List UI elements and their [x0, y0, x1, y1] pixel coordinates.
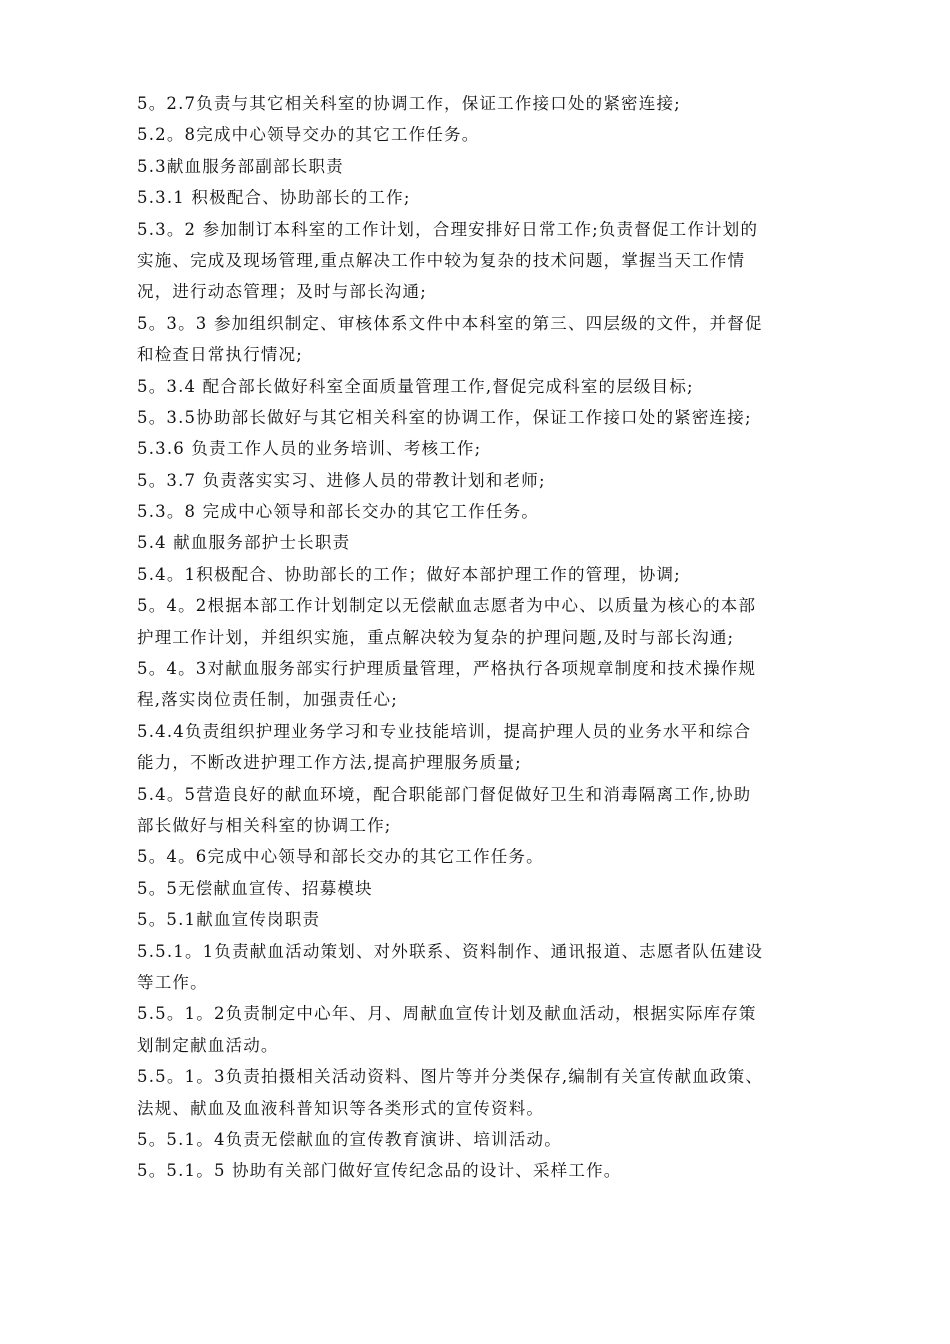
text-line: 5.4.4负责组织护理业务学习和专业技能培训，提高护理人员的业务水平和综合	[137, 721, 752, 741]
text-line: 5。2.7负责与其它相关科室的协调工作，保证工作接口处的紧密连接;	[137, 94, 681, 113]
text-line: 5.3.1 积极配合、协助部长的工作;	[137, 188, 411, 208]
text-line: 程,落实岗位责任制，加强责任心;	[137, 690, 399, 710]
text-line: 5。4。6完成中心领导和部长交办的其它工作任务。	[137, 847, 544, 867]
section-heading: 5.4 献血服务部护士长职责	[137, 533, 351, 553]
text-line: 5。4。2根据本部工作计划制定以无偿献血志愿者为中心、以质量为核心的本部	[137, 596, 757, 616]
text-line: 等工作。	[137, 972, 208, 992]
text-line: 5。3.5协助部长做好与其它相关科室的协调工作，保证工作接口处的紧密连接;	[137, 407, 752, 427]
text-line: 5.2。8完成中心领导交办的其它工作任务。	[137, 125, 480, 145]
text-line: 护理工作计划，并组织实施，重点解决较为复杂的护理问题,及时与部长沟通;	[137, 627, 735, 647]
text-line: 实施、完成及现场管理,重点解决工作中较为复杂的技术问题，掌握当天工作情	[137, 250, 746, 270]
text-line: 5。3.4 配合部长做好科室全面质量管理工作,督促完成科室的层级目标;	[137, 376, 694, 396]
text-line: 部长做好与相关科室的协调工作;	[137, 815, 392, 835]
text-line: 划制定献血活动。	[137, 1035, 279, 1055]
text-line: 5.5。1。3负责拍摄相关活动资料、图片等并分类保存,编制有关宣传献血政策、	[137, 1067, 764, 1087]
text-line: 5.3.6 负责工作人员的业务培训、考核工作;	[137, 439, 482, 459]
text-line: 况，进行动态管理；及时与部长沟通;	[137, 282, 427, 302]
text-line: 和检查日常执行情况;	[137, 345, 304, 365]
text-line: 5.3。2 参加制订本科室的工作计划，合理安排好日常工作;负责督促工作计划的	[137, 219, 759, 239]
text-line: 法规、献血及血液科普知识等各类形式的宣传资料。	[137, 1098, 545, 1118]
text-line: 5。4。3对献血服务部实行护理质量管理，严格执行各项规章制度和技术操作规	[137, 659, 757, 679]
text-line: 5。5.1。5 协助有关部门做好宣传纪念品的设计、采样工作。	[137, 1161, 622, 1181]
text-line: 能力，不断改进护理工作方法,提高护理服务质量;	[137, 753, 522, 773]
document-body	[137, 88, 817, 1187]
text-line: 5.5。1。2负责制定中心年、月、周献血宣传计划及献血活动，根据实际库存策	[137, 1004, 757, 1024]
section-heading: 5。5.1献血宣传岗职责	[137, 910, 321, 930]
text-line: 5.5.1。1负责献血活动策划、对外联系、资料制作、通讯报道、志愿者队伍建设	[137, 941, 764, 961]
text-line: 5。3。3 参加组织制定、审核体系文件中本科室的第三、四层级的文件，并督促	[137, 313, 763, 333]
text-line: 5.4。1积极配合、协助部长的工作；做好本部护理工作的管理，协调;	[137, 564, 681, 584]
text-line: 5.4。5营造良好的献血环境，配合职能部门督促做好卫生和消毒隔离工作,协助	[137, 784, 752, 804]
text-line: 5。3.7 负责落实实习、进修人员的带教计划和老师;	[137, 470, 546, 490]
section-heading: 5.3献血服务部副部长职责	[137, 156, 344, 176]
text-line: 5.3。8 完成中心领导和部长交办的其它工作任务。	[137, 502, 539, 522]
text-line: 5。5.1。4负责无偿献血的宣传教育演讲、培训活动。	[137, 1129, 562, 1149]
section-heading: 5。5无偿献血宣传、招募模块	[137, 878, 373, 898]
